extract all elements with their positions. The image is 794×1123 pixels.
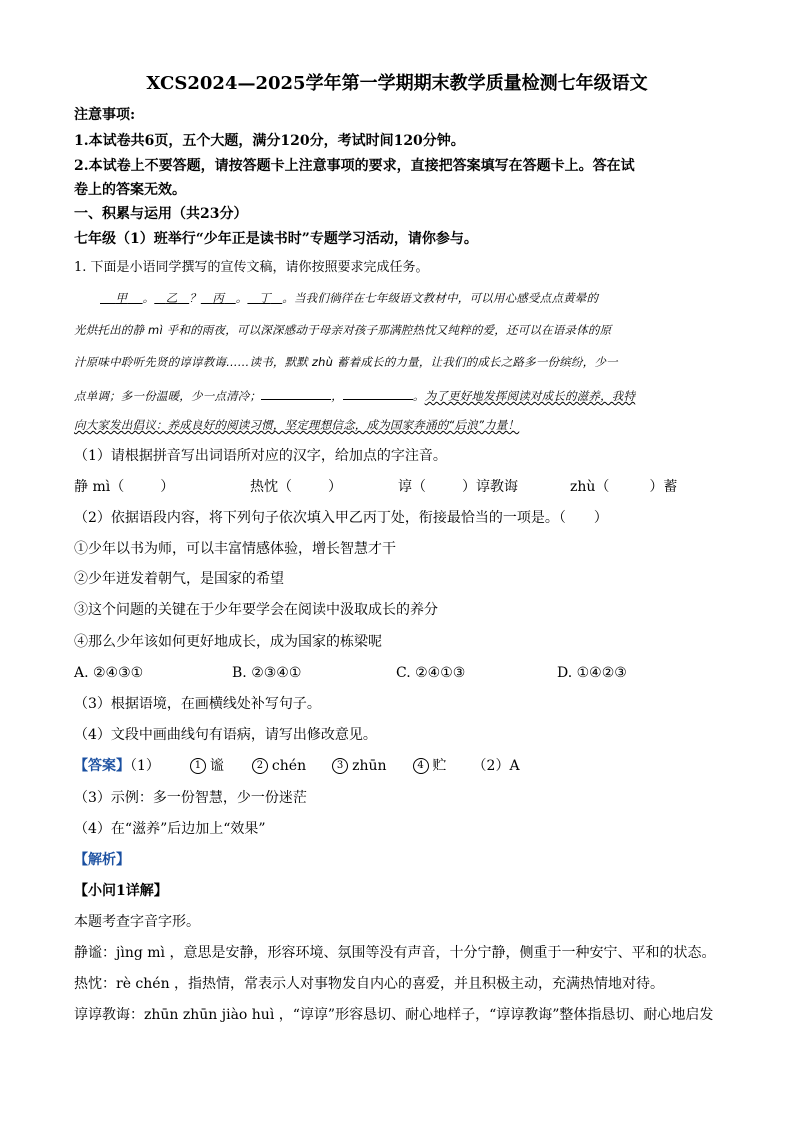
- notes-item-2a: 2.本试卷上不要答题，请按答题卡上注意事项的要求，直接把答案填写在答题卡上。答在试: [74, 158, 635, 174]
- sentence-3: ③这个问题的关键在于少年要学会在阅读中汲取成长的养分: [74, 602, 438, 618]
- analysis-line-2: 静谧：jìng mì ，意思是安静，形容环境、氛围等没有声音，十分宁静，侧重于一种安宁、平和的状态。: [74, 945, 716, 961]
- sub1-item-4: zhù（ ）蓄: [570, 479, 678, 495]
- answer-1-4: 贮: [432, 758, 447, 774]
- section-intro: 七年级（1）班举行“少年正是读书时”专题学习活动，请你参与。: [74, 231, 478, 247]
- notes-item-1: 1.本试卷共6页，五个大题，满分120分，考试时间120分钟。: [74, 133, 465, 149]
- question-1-stem: 1. 下面是小语同学撰写的宣传文稿，请你按照要求完成任务。: [74, 260, 429, 275]
- analysis-line-1: 本题考查字音字形。: [74, 914, 200, 930]
- punct: 。: [282, 291, 294, 305]
- punct: ？: [189, 291, 201, 305]
- passage-line-3: 汁原味中聆听先贤的谆谆教诲……读书，默默 zhù 蓄着成长的力量，让我们的成长之路多一份缤纷，少一: [74, 355, 618, 369]
- punct: 。: [142, 291, 155, 305]
- answer-4: （4）在“滋养”后边加上“效果”: [74, 821, 266, 837]
- fill-blank-2: [343, 385, 413, 400]
- fill-blank-1: [261, 385, 331, 400]
- analysis-tag: 【解析】: [74, 852, 130, 868]
- blank-ding: 丁: [258, 291, 271, 305]
- punct: 。: [412, 389, 425, 403]
- circled-number-1: 1: [190, 758, 206, 774]
- sub-question-3: （3）根据语境，在画横线处补写句子。: [74, 696, 321, 712]
- wavy-sentence-part-1: 为了更好地发挥阅读对成长的滋养，我特: [424, 389, 636, 403]
- answer-3: （3）示例：多一份智慧，少一份迷茫: [74, 790, 307, 806]
- circled-number-3: 3: [332, 758, 348, 774]
- punct: ，: [331, 389, 343, 403]
- blank-jia: 甲: [115, 291, 128, 305]
- blank-yi: 乙: [165, 291, 178, 305]
- passage-text: 点单调；多一份温暖，少一点清冷；: [74, 389, 262, 403]
- answer-1-2: chén: [271, 758, 307, 774]
- sub-question-4: （4）文段中画曲线句有语病，请写出修改意见。: [74, 727, 377, 743]
- notes-item-2b: 卷上的答案无效。: [74, 182, 186, 198]
- option-a: A. ②④③①: [74, 665, 144, 681]
- notes-heading: 注意事项:: [74, 107, 136, 123]
- blank-bing: 丙: [212, 291, 225, 305]
- sentence-2: ②少年迸发着朝气，是国家的希望: [74, 571, 284, 587]
- exam-title: XCS2024—2025学年第一学期期末教学质量检测七年级语文: [146, 73, 648, 94]
- answer-part-1: （1）: [130, 758, 160, 774]
- option-b: B. ②③④①: [232, 665, 302, 681]
- sentence-4: ④那么少年该如何更好地成长，成为国家的栋梁呢: [74, 634, 382, 650]
- circled-number-4: 4: [413, 758, 429, 774]
- analysis-sub-tag: 【小问1详解】: [74, 883, 168, 899]
- answer-part-2: （2）A: [472, 758, 520, 774]
- answer-tag: 【答案】: [74, 758, 130, 774]
- punct: 。: [235, 291, 248, 305]
- analysis-line-3: 热忱：rè chén ，指热情，常表示人对事物发自内心的喜爱，并且积极主动，充满热情地对待。: [74, 976, 665, 992]
- answer-1-3: zhūn: [352, 758, 387, 774]
- answer-line: [74, 757, 520, 775]
- passage-line-5: [74, 416, 519, 434]
- sub1-item-1: 静 mì（ ）: [74, 479, 175, 495]
- option-d: D. ①④②③: [557, 665, 627, 681]
- passage-line-1: [100, 289, 598, 307]
- sub1-item-3: 谆（ ）谆教诲: [398, 479, 518, 495]
- passage-line-4: [74, 385, 635, 405]
- passage-text: 当我们徜徉在七年级语文教材中，可以用心感受点点黄晕的: [293, 291, 599, 305]
- passage-line-2: 光烘托出的静 mì 乎和的雨夜，可以深深感动于母亲对孩子那满腔热忱又纯粹的爱，还可以在语录体的原: [74, 323, 612, 337]
- analysis-line-4: 谆谆教诲：zhūn zhūn jiào huì ，“谆谆”形容恳切、耐心地样子，“谆谆教诲”整体指恳切、耐心地启发: [74, 1007, 714, 1023]
- sub-question-2: （2）依据语段内容，将下列句子依次填入甲乙丙丁处，衔接最恰当的一项是。（ ）: [74, 510, 608, 526]
- sentence-1: ①少年以书为师，可以丰富情感体验，增长智慧才干: [74, 541, 396, 557]
- circled-number-2: 2: [252, 758, 268, 774]
- option-c: C. ②④①③: [396, 665, 466, 681]
- sub1-item-2: 热忱（ ）: [250, 479, 342, 495]
- answer-1-1: 谧: [209, 758, 224, 774]
- section-heading: 一、积累与运用（共23分）: [74, 206, 248, 222]
- sub-question-1: （1）请根据拼音写出词语所对应的汉字，给加点的字注音。: [74, 448, 447, 464]
- wavy-sentence-part-2: 向大家发出倡议：养成良好的阅读习惯，坚定理想信念，成为国家奔涌的“后浪”力量！: [74, 418, 520, 432]
